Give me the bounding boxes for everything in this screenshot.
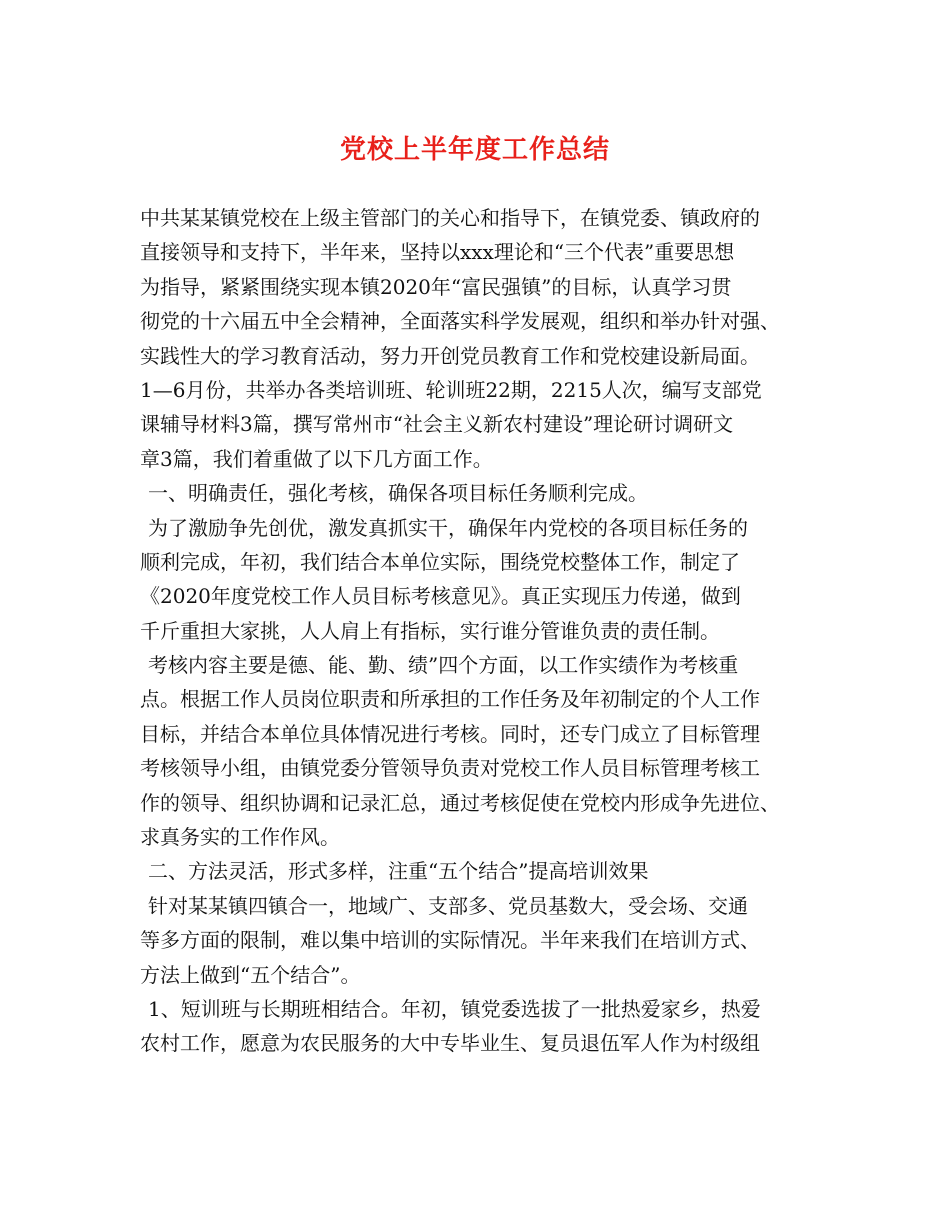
text-line: 求真务实的工作作风。 xyxy=(140,825,340,850)
text-line: 农村工作，愿意为农民服务的大中专毕业生、复员退伍军人作为村级组 xyxy=(140,1031,760,1056)
section-heading: 二、方法灵活，形式多样，注重“五个结合”提高培训效果 xyxy=(148,859,649,884)
text-line: 彻党的十六届五中全会精神，全面落实科学发展观，组织和举办针对强、 xyxy=(140,309,780,334)
text-line: 顺利完成，年初，我们结合本单位实际，围绕党校整体工作，制定了 xyxy=(140,549,740,574)
text-line: 中共某某镇党校在上级主管部门的关心和指导下，在镇党委、镇政府的 xyxy=(140,206,760,230)
text-line: 千斤重担大家挑，人人肩上有指标，实行谁分管谁负责的责任制。 xyxy=(140,618,720,643)
text-line: 考核领导小组，由镇党委分管领导负责对党校工作人员目标管理考核工 xyxy=(140,756,760,781)
text-line: 1、短训班与长期班相结合。年初，镇党委选拔了一批热爱家乡，热爱 xyxy=(148,996,761,1021)
document-title: 党校上半年度工作总结 xyxy=(339,135,610,165)
text-line: 课辅导材料3篇，撰写常州市“社会主义新农村建设”理论研讨调研文 xyxy=(140,412,734,437)
document-body xyxy=(140,201,820,1061)
text-line: 考核内容主要是德、能、勤、绩”四个方面，以工作实绩作为考核重 xyxy=(148,653,739,678)
text-line: 实践性大的学习教育活动，努力开创党员教育工作和党校建设新局面。 xyxy=(140,343,760,368)
text-line: 目标，并结合本单位具体情况进行考核。同时，还专门成立了目标管理 xyxy=(140,721,760,746)
text-line: 方法上做到“五个结合”。 xyxy=(140,962,361,987)
text-line: 章3篇，我们着重做了以下几方面工作。 xyxy=(140,446,493,471)
text-line: 1—6月份，共举办各类培训班、轮训班22期，2215人次，编写支部党 xyxy=(140,377,762,402)
text-line: 作的领导、组织协调和记录汇总，通过考核促使在党校内形成争先进位、 xyxy=(140,790,780,815)
text-line: 等多方面的限制，难以集中培训的实际情况。半年来我们在培训方式、 xyxy=(140,928,760,953)
section-heading: 一、明确责任，强化考核，确保各项目标任务顺利完成。 xyxy=(148,481,648,506)
text-line: 《2020年度党校工作人员目标考核意见》。真正实现压力传递，做到 xyxy=(140,584,741,609)
text-line: 为了激励争先创优，激发真抓实干，确保年内党校的各项目标任务的 xyxy=(148,515,748,540)
text-line: 点。根据工作人员岗位职责和所承担的工作任务及年初制定的个人工作 xyxy=(140,687,760,712)
text-line: 直接领导和支持下，半年来，坚持以xxx理论和“三个代表”重要思想 xyxy=(140,240,735,265)
text-line: 为指导，紧紧围绕实现本镇2020年“富民强镇”的目标，认真学习贯 xyxy=(140,274,732,299)
text-line: 针对某某镇四镇合一，地域广、支部多、党员基数大，受会场、交通 xyxy=(148,893,748,918)
